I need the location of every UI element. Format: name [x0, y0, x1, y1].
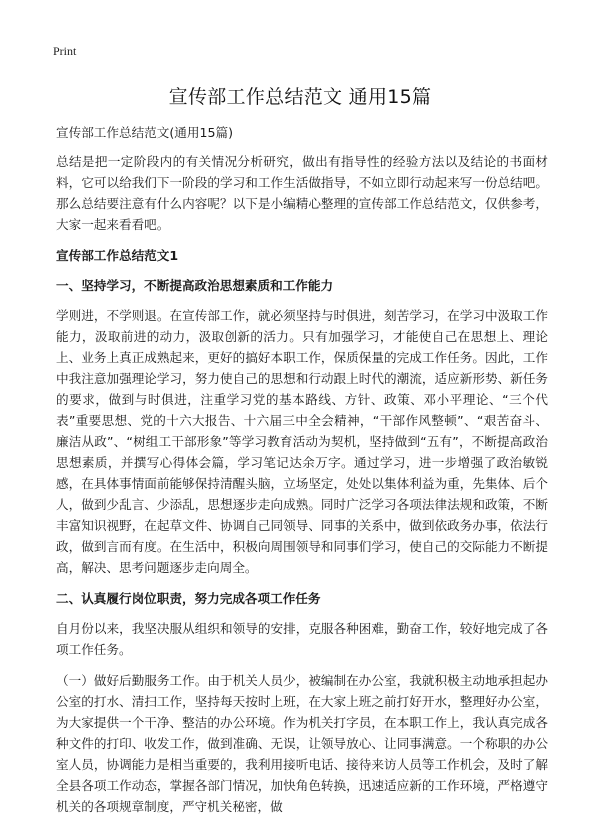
- section-2-item-1-paragraph: （一）做好后勤服务工作。由于机关人员少，被编制在办公室，我就积极主动地承担起办公室的打水、清扫工作，坚持每天按时上班，在大家上班之前打好开水，整理好办公室，为大家提供一个干净、整洁的办公环境。作为机关打字员，在本职工作上，我认真完成各种文件的打印、收发工作，做到准确、无误，让领导放心、让同事满意。一个称职的办公室人员，协调能力是相当重要的，我利用接听电话、接待来访人员等工作机会，及时了解全县各项工作动态，掌握各部门情况，加快角色转换，迅速适应新的工作环境，严格遵守机关的各项规章制度，严守机关秘密，做: [56, 673, 548, 814]
- intro-paragraph: 总结是把一定阶段内的有关情况分析研究，做出有指导性的经验方法以及结论的书面材料，它可以给我们下一阶段的学习和工作生活做指导，不如立即行动起来写一份总结吧。那么总结要注意有什么内容呢？以下是小编精心整理的宣传部工作总结范文，仅供参考，大家一起来看看吧。: [56, 154, 548, 232]
- section-2-heading: 二、认真履行岗位职责，努力完成各项工作任务: [56, 591, 321, 606]
- sample-heading: 宣传部工作总结范文1: [56, 248, 179, 263]
- print-label: Print: [53, 44, 77, 58]
- section-2-intro-paragraph: 自月份以来，我坚决服从组织和领导的安排，克服各种困难，勤奋工作，较好地完成了各项工作任务。: [56, 621, 548, 657]
- page-title: 宣传部工作总结范文 通用15篇: [168, 86, 432, 108]
- section-1-paragraph: 学则进，不学则退。在宣传部工作，就必须坚持与时俱进，刻苦学习，在学习中汲取工作能力，汲取前进的动力，汲取创新的活力。只有加强学习，才能使自己在思想上、理论上、业务上真正成熟起来，更好的搞好本职工作，保质保量的完成工作任务。因此，工作中我注意加强理论学习，努力使自己的思想和行动跟上时代的潮流，适应新形势、新任务的要求，做到与时俱进，注重学习党的基本路线、方针、政策、邓小平理论、“三个代表”重要思想、党的十六大报告、十六届三中全会精神，“干部作风整顿”、“艰苦奋斗、廉洁从政”、“树组工干部形象”等学习教育活动为契机，坚持做到“五有”，不断提高政治思想素质，并撰写心得体会篇，学习笔记达余万字。通过学习，进一步增强了政治敏锐感，在具体事情面前能够保持清醒头脑，立场坚定，处处以集体利益为重，先集体、后个人，做到少乱言、少添乱，思想逐步走向成熟。同时广泛学习各项法律法规和政策，不断丰富知识视野，在起草文件、协调自己同领导、同事的关系中，做到依政务办事，依法行政，做到言而有度。在生活中，积极向周围领导和同事们学习，使自己的交际能力不断提高，解决、思考问题逐步走向周全。: [56, 308, 548, 575]
- document-body: [56, 122, 548, 827]
- section-1-heading: 一、坚持学习，不断提高政治思想素质和工作能力: [56, 278, 334, 293]
- document-subtitle: 宣传部工作总结范文(通用15篇): [56, 125, 233, 140]
